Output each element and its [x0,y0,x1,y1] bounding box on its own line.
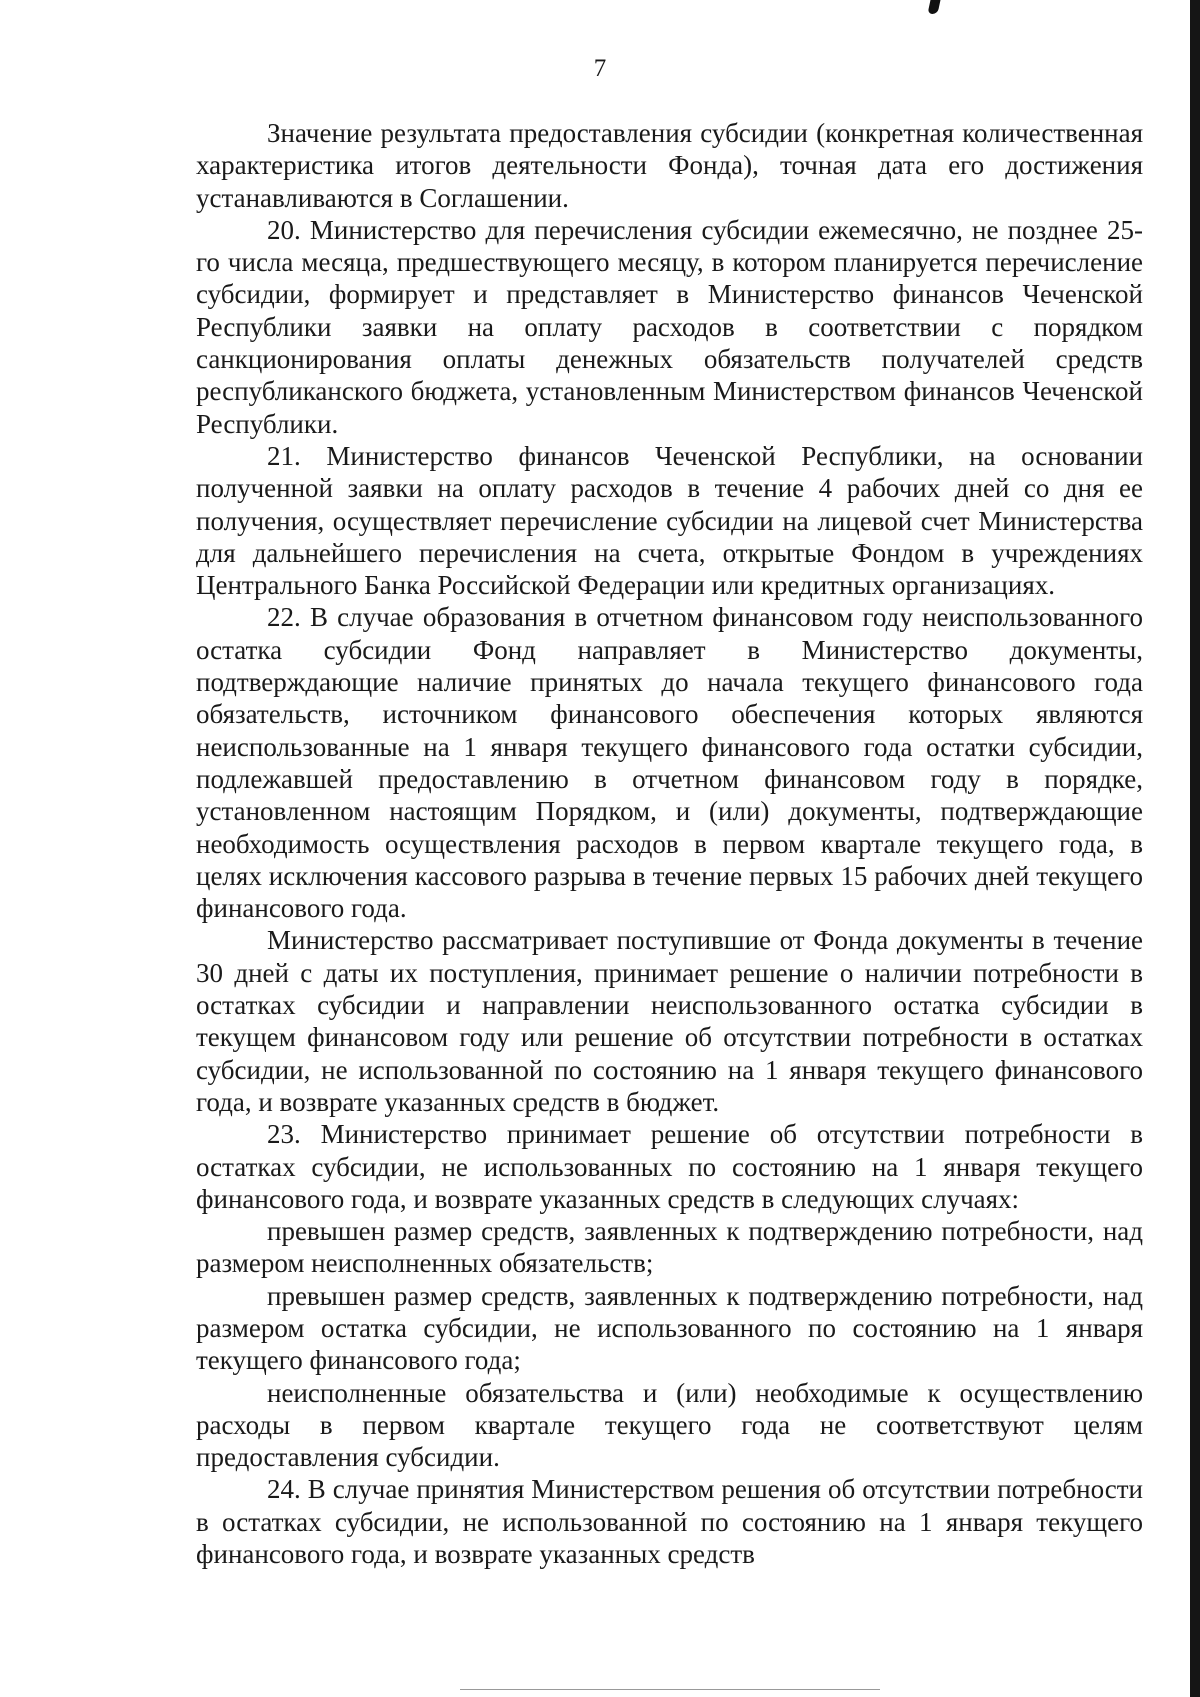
paragraph-ministry-review: Министерство рассматривает поступившие от Фонда документы в течение 30 дней с даты их поступления, принимает решение о наличии потребности в остатках субсидии и направлении неиспользованного остатка субсидии в текущем финансовом году или решение об отсутствии потребности в остатках субсидии, не использованной по состоянию на 1 января текущего финансового года, и возврате указанных средств в бюджет. [196,925,1143,1117]
paragraph-22: 22. В случае образования в отчетном финансовом году неиспользованного остатка субсидии Фонд направляет в Министерство документы, подтверждающие наличие принятых до начала текущего финансового года обязательств, источником финансового обеспечения которых являются неиспользованные на 1 января текущего финансового года остатки субсидии, подлежавшей предоставлению в отчетном финансовом году в порядке, установленном настоящим Порядком, и (или) документы, подтверждающие необходимость осуществления расходов в первом квартале текущего года, в целях исключения кассового разрыва в течение первых 15 рабочих дней текущего финансового года. [196,602,1143,924]
paragraph-result-value: Значение результата предоставления субсидии (конкретная количественная характеристика итогов деятельности Фонда), точная дата его достижения устанавливаются в Соглашении. [196,118,1143,213]
paragraph-case-2: превышен размер средств, заявленных к подтверждению потребности, над размером остатка субсидии, не использованного по состоянию на 1 января текущего финансового года; [196,1280,1143,1376]
paragraph-21: 21. Министерство финансов Чеченской Республики, на основании полученной заявки на оплату расходов в течение 4 рабочих дней со дня ее получения, осуществляет перечисление субсидии на лицевой счет Министерства для дальнейшего перечисления на счета, открытые Фондом в учреждениях Центрального Банка Российской Федерации или кредитных организациях. [196,440,1143,601]
scan-right-edge [1190,0,1200,1697]
scan-mark [928,0,941,14]
paragraph-case-1: превышен размер средств, заявленных к подтверждению потребности, над размером неисполненных обязательств; [196,1216,1143,1279]
document-body [196,117,1143,1570]
paragraph-20: 20. Министерство для перечисления субсидии ежемесячно, не позднее 25-го числа месяца, предшествующего месяцу, в котором планируется перечисление субсидии, формирует и представляет в Министерство финансов Чеченской Республики заявки на оплату расходов в соответствии с порядком санкционирования оплаты денежных обязательств получателей средств республиканского бюджета, установленным Министерством финансов Чеченской Республики. [196,214,1143,439]
page-number: 7 [593,55,607,82]
paragraph-case-3: неисполненные обязательства и (или) необходимые к осуществлению расходы в первом квартале текущего года не соответствуют целям предоставления субсидии. [196,1377,1143,1473]
paragraph-24: 24. В случае принятия Министерством решения об отсутствии потребности в остатках субсидии, не использованной по состоянию на 1 января текущего финансового года, и возврате указанных средств [196,1474,1143,1570]
paragraph-23: 23. Министерство принимает решение об отсутствии потребности в остатках субсидии, не использованных по состоянию на 1 января текущего финансового года, и возврате указанных средств в следующих случаях: [196,1119,1143,1214]
scan-bottom-line [460,1689,880,1690]
